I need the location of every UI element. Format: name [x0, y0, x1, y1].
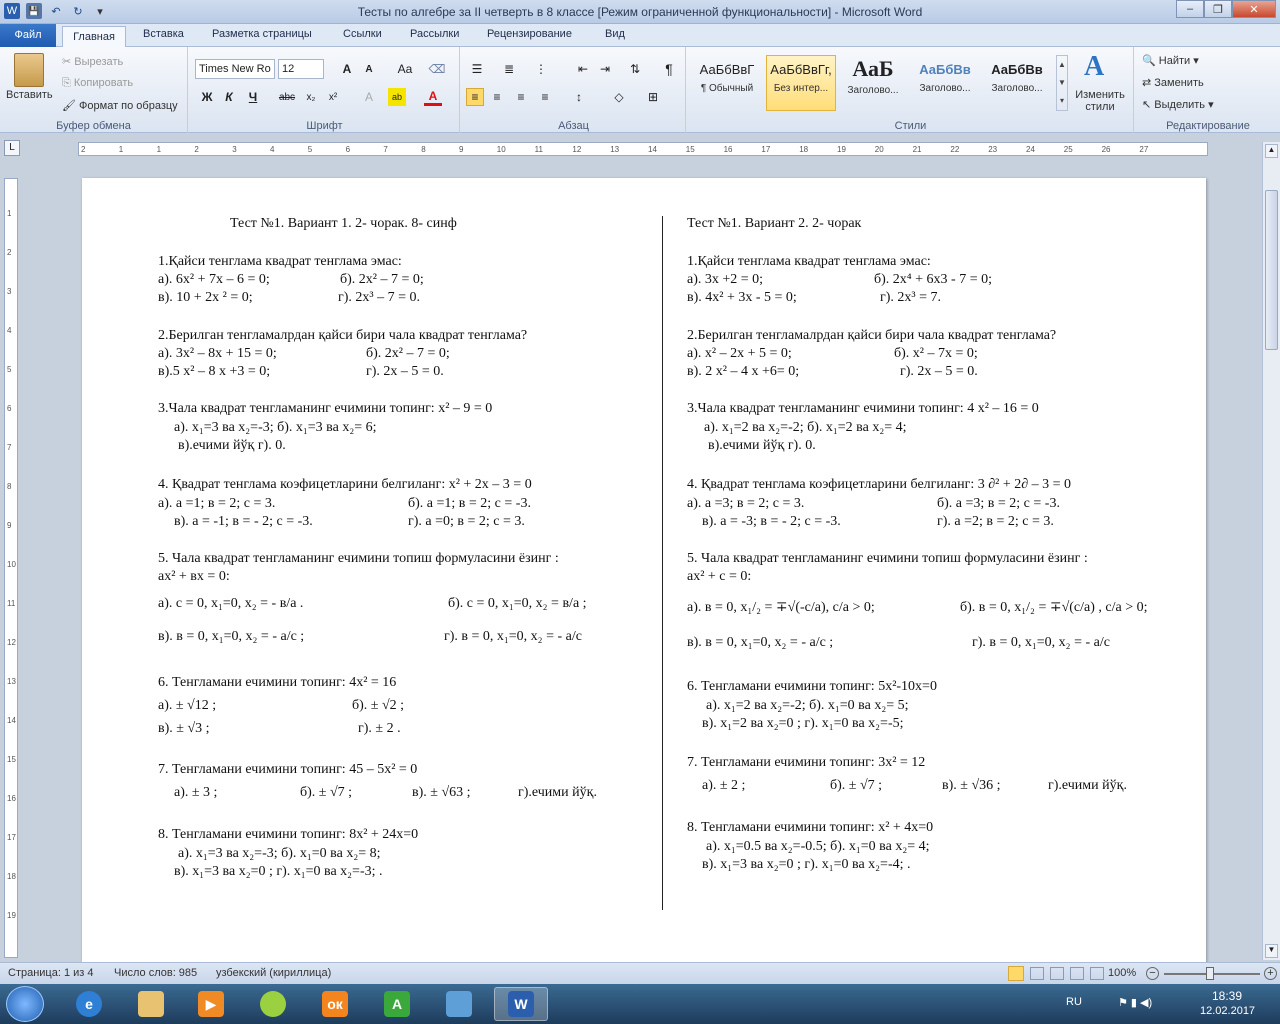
clipboard-group: Вставить ✂ Вырезать ⎘ Копировать 🖌 Формат по образцу Буфер обмена — [0, 47, 188, 133]
align-center-icon[interactable]: ≡ — [493, 90, 501, 104]
clear-format-icon[interactable]: ⌫ — [428, 62, 446, 76]
style-name: Заголово... — [847, 85, 899, 96]
v1-q7: 7. Тенгламани ечимини топинг: 45 – 5x² = 0 — [158, 762, 418, 777]
v1-q7-c: в). ± √63 ; — [412, 785, 471, 800]
word-icon: W — [508, 991, 534, 1017]
v1-q1-d: г). 2x³ – 7 = 0. — [338, 290, 420, 305]
bullets-icon[interactable]: ☰ — [471, 62, 483, 76]
ruler-tick: 2 — [7, 248, 12, 257]
ruler-tick: 24 — [1026, 145, 1035, 154]
font-size-field[interactable]: 12 — [278, 59, 324, 79]
taskbar-app-explorer[interactable] — [124, 987, 178, 1021]
taskbar — [0, 984, 1280, 1024]
v1-q2-b: б). 2x² – 7 = 0; — [366, 346, 450, 361]
access-icon: A — [384, 991, 410, 1017]
styles-group — [688, 47, 1134, 133]
ie-icon: e — [76, 991, 102, 1017]
v1-q4-a: а). а =1; в = 2; с = 3. — [158, 496, 276, 511]
change-styles-icon[interactable]: A — [1084, 51, 1105, 82]
ruler-tick: 14 — [648, 145, 657, 154]
v2-q2-a: а). x² – 2x + 5 = 0; — [687, 346, 792, 361]
ruler-tick: 8 — [421, 145, 426, 154]
ribbon-tabs — [0, 24, 1280, 47]
multilevel-list-icon[interactable]: ⋮ — [535, 62, 547, 76]
cut-button[interactable]: Вырезать — [74, 56, 124, 68]
page-count[interactable]: Страница: 1 из 4 — [8, 967, 94, 979]
zoom-in-icon[interactable]: + — [1264, 967, 1277, 980]
v2-q4: 4. Қвадрат тенглама коэфицетларини белгиланг: 3 ∂² + 2∂ – 3 = 0 — [687, 477, 1072, 492]
ruler-tick: 17 — [7, 833, 16, 842]
v2-q1-d: г). 2x³ = 7. — [880, 290, 941, 305]
v2-q4-a: а). а =3; в = 2; с = 3. — [687, 496, 805, 511]
v1-q5-eq: ax² + вx = 0: — [158, 569, 230, 584]
superscript-button[interactable]: x² — [328, 91, 338, 103]
v1-q6-d: г). ± 2 . — [358, 721, 401, 736]
restore-button[interactable]: ❐ — [1204, 0, 1232, 18]
v1-q4: 4. Қвадрат тенглама коэфицетларини белгиланг: x² + 2x – 3 = 0 — [158, 477, 532, 492]
ruler-tick: 13 — [610, 145, 620, 154]
minimize-button[interactable]: – — [1176, 0, 1204, 18]
tray-icons[interactable]: ⚑ ▮ ◀) — [1118, 997, 1153, 1009]
v1-q8: 8. Тенгламани ечимини топинг: 8x² + 24x=0 — [158, 827, 419, 842]
input-language[interactable]: RU — [1066, 996, 1082, 1008]
taskbar-app-word[interactable] — [494, 987, 548, 1021]
ruler-tick: 1 — [156, 145, 162, 154]
status-bar — [0, 962, 1280, 984]
ruler-tick: 15 — [7, 755, 16, 764]
v2-q7-d: г).ечими йўқ. — [1048, 778, 1127, 793]
font-label: Шрифт — [306, 120, 343, 132]
highlight-icon[interactable]: ab — [388, 88, 406, 106]
folder-icon — [138, 991, 164, 1017]
v2-q2-c: в). 2 x² – 4 x +6= 0; — [687, 364, 800, 379]
ok-icon: ок — [322, 991, 348, 1017]
tab-home[interactable]: Главная — [62, 26, 126, 48]
font-color-icon[interactable]: A — [424, 88, 442, 106]
scroll-thumb[interactable] — [1265, 190, 1278, 350]
strikethrough-button[interactable]: abc — [278, 91, 296, 103]
ruler-tick: 13 — [7, 677, 16, 686]
font-name-field[interactable]: Times New Ro — [195, 59, 275, 79]
v2-q8-cd: в). x₁=3 ва x₂=0 ; г). x₁=0 ва x₂=-4; . — [702, 857, 911, 872]
bold-button[interactable]: Ж — [201, 90, 213, 104]
v1-q1: 1.Қайси тенглама квадрат тенглама эмас: — [158, 254, 402, 269]
ruler-tick: 18 — [7, 872, 16, 881]
style-preview: АаБ — [852, 56, 894, 81]
v1-q2-c: в).5 x² – 8 x +3 = 0; — [158, 364, 271, 379]
ruler-tick: 19 — [837, 145, 846, 154]
paste-button[interactable]: Вставить — [6, 89, 53, 101]
ruler-tick: 12 — [572, 145, 582, 154]
ruler-tick: 2 — [194, 145, 199, 154]
ruler-tick: 16 — [723, 145, 733, 154]
v1-q8-cd: в). x₁=3 ва x₂=0 ; г). x₁=0 ва x₂=-3; . — [174, 864, 383, 879]
style-name: Заголово... — [919, 83, 971, 94]
italic-button[interactable]: К — [225, 90, 233, 104]
text-effects-icon[interactable]: A — [364, 90, 373, 104]
style-preview: АаБбВвГг, — [770, 62, 832, 77]
v2-q6-ab: а). x₁=2 ва x₂=-2; б). x₁=0 ва x₂= 5; — [706, 698, 909, 713]
replace-button[interactable]: Заменить — [1154, 77, 1204, 89]
find-button[interactable]: Найти — [1158, 55, 1191, 67]
column-divider — [662, 216, 663, 910]
taskbar-app-ie[interactable] — [62, 987, 116, 1021]
v1-q4-b: б). а =1; в = 2; с = -3. — [408, 496, 531, 511]
v2-q3-ab: а). x₁=2 ва x₂=-2; б). x₁=2 ва x₂= 4; — [704, 420, 907, 435]
justify-icon[interactable]: ≡ — [541, 90, 549, 104]
ruler-tick: 4 — [270, 145, 275, 154]
v2-q1-b: б). 2x⁴ + 6x3 - 7 = 0; — [874, 272, 993, 287]
v2-q6-cd: в). x₁=2 ва x₂=0 ; г). x₁=0 ва x₂=-5; — [702, 716, 904, 731]
paragraph-group — [462, 47, 686, 133]
ruler-tick: 9 — [459, 145, 464, 154]
borders-icon[interactable]: ⊞ — [647, 90, 659, 104]
v1-q1-b: б). 2x² – 7 = 0; — [340, 272, 424, 287]
v2-q5-d: г). в = 0, x₁=0, x₂ = - а/с — [972, 635, 1110, 650]
language-indicator[interactable]: узбекский (кириллица) — [216, 967, 332, 979]
v2-q2-b: б). x² – 7x = 0; — [894, 346, 978, 361]
ruler-tick: 5 — [307, 145, 313, 154]
media-player-icon: ▶ — [198, 991, 224, 1017]
ruler-tick: 4 — [7, 326, 12, 335]
window-controls — [1176, 0, 1276, 18]
style-no-spacing[interactable] — [766, 55, 836, 111]
ruler-tick: 23 — [988, 145, 998, 154]
v1-q4-c: в). а = -1; в = - 2; с = -3. — [174, 514, 313, 529]
v1-q5-b: б). с = 0, x₁=0, x₂ = в/а ; — [448, 596, 587, 611]
v1-q3: 3.Чала квадрат тенгламанинг ечимини топинг: x² – 9 = 0 — [158, 401, 493, 416]
v2-q1: 1.Қайси тенглама квадрат тенглама эмас: — [687, 254, 931, 269]
variant1-header: Тест №1. Вариант 1. 2- чорак. 8- синф — [230, 216, 457, 231]
style-preview: АаБбВвГ — [699, 62, 755, 77]
clock-time[interactable]: 18:39 — [1212, 989, 1243, 1003]
ruler-area — [0, 134, 1280, 164]
vertical-ruler[interactable] — [4, 178, 18, 958]
horizontal-ruler[interactable] — [78, 142, 1208, 156]
line-spacing-icon[interactable]: ↕ — [576, 90, 582, 104]
v2-q5: 5. Чала квадрат тенгламанинг ечимини топиш формуласини ёзинг : — [687, 551, 1088, 566]
ruler-tick: 2 — [81, 145, 86, 154]
show-formatting-button[interactable]: ¶ — [665, 61, 673, 77]
grow-font-button[interactable]: A — [342, 62, 352, 76]
style-name: ¶ Обычный — [700, 83, 754, 94]
ruler-tick: 6 — [7, 404, 12, 413]
scroll-down-icon[interactable]: ▼ — [1265, 944, 1278, 958]
zoom-slider-thumb[interactable] — [1206, 967, 1214, 980]
ruler-tick: 3 — [232, 145, 237, 154]
v2-q7-b: б). ± √7 ; — [830, 778, 883, 793]
v2-q5-c: в). в = 0, x₁=0, x₂ = - а/с ; — [687, 635, 834, 650]
v2-q5-b: б). в = 0, x₁/₂ = ∓√(с/а) , с/а > 0; — [960, 600, 1148, 615]
shading-icon[interactable]: ◇ — [614, 90, 624, 104]
style-name: Заголово... — [991, 83, 1043, 94]
v1-q6-b: б). ± √2 ; — [352, 698, 405, 713]
v1-q2-d: г). 2x – 5 = 0. — [366, 364, 444, 379]
v2-q6: 6. Тенгламани ечимини топинг: 5x²-10x=0 — [687, 679, 937, 694]
ruler-tick: 10 — [7, 560, 16, 569]
v2-q3-cd: в).ечими йўқ г). 0. — [708, 438, 816, 453]
outline-icon[interactable] — [1070, 967, 1084, 980]
taskbar-app-odnoklassniki[interactable] — [308, 987, 362, 1021]
format-painter-button[interactable]: Формат по образцу — [79, 100, 178, 112]
v2-q5-a: а). в = 0, x₁/₂ = ∓√(-с/а), с/а > 0; — [687, 600, 875, 615]
tab-review[interactable]: Рецензирование — [487, 28, 572, 40]
variant2-header: Тест №1. Вариант 2. 2- чорак — [687, 216, 862, 231]
ruler-tick: 11 — [534, 145, 543, 154]
print-layout-icon[interactable] — [1008, 966, 1024, 981]
tab-page-layout[interactable]: Разметка страницы — [212, 28, 312, 40]
web-layout-icon[interactable] — [1050, 967, 1064, 980]
ruler-tick: 17 — [761, 145, 771, 154]
tab-mailings[interactable]: Рассылки — [410, 28, 460, 40]
v1-q4-d: г). а =0; в = 2; с = 3. — [408, 514, 525, 529]
ruler-tick: 7 — [383, 145, 388, 154]
v2-q2-d: г). 2x – 5 = 0. — [900, 364, 978, 379]
taskbar-app-browser[interactable] — [246, 987, 300, 1021]
draft-icon[interactable] — [1090, 967, 1104, 980]
v1-q3-cd: в).ечими йўқ г). 0. — [178, 438, 286, 453]
style-heading-3[interactable] — [982, 55, 1052, 111]
photo-icon — [446, 991, 472, 1017]
ruler-tick: 15 — [685, 145, 695, 154]
ruler-tick: 26 — [1101, 145, 1111, 154]
v1-q5-a: а). с = 0, x₁=0, x₂ = - в/а . — [158, 596, 304, 611]
ruler-tick: 11 — [7, 599, 16, 608]
increase-indent-icon[interactable]: ⇥ — [599, 62, 611, 76]
v1-q3-ab: а). x₁=3 ва x₂=-3; б). x₁=3 ва x₂= 6; — [174, 420, 377, 435]
ruler-tick: 1 — [7, 209, 12, 218]
ruler-tick: 16 — [7, 794, 16, 803]
ruler-tick: 14 — [7, 716, 16, 725]
v1-q5: 5. Чала квадрат тенгламанинг ечимини топиш формуласини ёзинг : — [158, 551, 559, 566]
start-button[interactable] — [6, 986, 44, 1022]
v1-q2-a: а). 3x² – 8x + 15 = 0; — [158, 346, 277, 361]
v2-q5-eq: ax² + с = 0: — [687, 569, 752, 584]
browser-icon — [260, 991, 286, 1017]
tab-file[interactable]: Файл — [0, 24, 56, 47]
subscript-button[interactable]: x₂ — [306, 91, 316, 103]
ruler-tick: 5 — [7, 365, 12, 374]
style-preview: АаБбВв — [991, 62, 1043, 77]
taskbar-app-gallery[interactable] — [432, 987, 486, 1021]
full-screen-icon[interactable] — [1030, 967, 1044, 980]
clipboard-label: Буфер обмена — [56, 120, 131, 132]
tab-selector[interactable]: L — [4, 140, 20, 156]
ruler-tick: 7 — [7, 443, 12, 452]
ruler-tick: 8 — [7, 482, 12, 491]
tab-references[interactable]: Ссылки — [343, 28, 382, 40]
ruler-tick: 6 — [345, 145, 351, 154]
numbering-icon[interactable]: ≣ — [503, 62, 515, 76]
ruler-tick: 10 — [496, 145, 506, 154]
style-name: Без интер... — [773, 83, 829, 94]
clock-date[interactable]: 12.02.2017 — [1200, 1005, 1256, 1017]
ruler-tick: 20 — [874, 145, 884, 154]
underline-button[interactable]: Ч — [248, 90, 258, 104]
v2-q7-c: в). ± √36 ; — [942, 778, 1001, 793]
style-heading-1[interactable] — [838, 55, 908, 111]
v1-q5-c: в). в = 0, x₁=0, x₂ = - а/с ; — [158, 629, 305, 644]
document-page[interactable] — [82, 178, 1206, 978]
word-app-icon[interactable]: W — [4, 3, 20, 19]
v1-q7-d: г).ечими йўқ. — [518, 785, 597, 800]
change-styles-button[interactable]: Изменить стили — [1075, 89, 1125, 113]
v1-q5-d: г). в = 0, x₁=0, x₂ = - а/с — [444, 629, 582, 644]
v1-q6-a: а). ± √12 ; — [158, 698, 217, 713]
v2-q7: 7. Тенгламани ечимини топинг: 3x² = 12 — [687, 755, 926, 770]
select-button[interactable]: Выделить — [1154, 99, 1206, 111]
change-case-button[interactable]: Aa — [397, 62, 413, 76]
shrink-font-button[interactable]: A — [365, 63, 373, 75]
v1-q1-c: в). 10 + 2x ² = 0; — [158, 290, 253, 305]
ruler-tick: 1 — [118, 145, 124, 154]
style-normal[interactable] — [692, 55, 762, 111]
ruler-tick: 9 — [7, 521, 12, 530]
customize-qat-icon[interactable]: ▾ — [97, 5, 103, 18]
v2-q1-c: в). 4x² + 3x - 5 = 0; — [687, 290, 797, 305]
ruler-tick: 3 — [7, 287, 12, 296]
v1-q7-b: б). ± √7 ; — [300, 785, 353, 800]
save-icon[interactable]: 💾 — [26, 3, 42, 19]
ribbon — [0, 47, 1280, 133]
v1-q1-a: а). 6x² + 7x – 6 = 0; — [158, 272, 270, 287]
zoom-level[interactable]: 100% — [1108, 967, 1137, 979]
style-heading-2[interactable] — [910, 55, 980, 111]
v2-q3: 3.Чала квадрат тенгламанинг ечимини топинг: 4 x² – 16 = 0 — [687, 401, 1039, 416]
align-right-icon[interactable]: ≡ — [517, 90, 525, 104]
scroll-up-icon[interactable]: ▲ — [1265, 144, 1278, 158]
word-count[interactable]: Число слов: 985 — [114, 967, 198, 979]
ruler-tick: 22 — [950, 145, 960, 154]
style-preview: АаБбВв — [919, 62, 971, 77]
v2-q4-c: в). а = -3; в = - 2; с = -3. — [702, 514, 841, 529]
close-button[interactable]: ✕ — [1232, 0, 1276, 18]
v2-q2: 2.Берилган тенгламалрдан қайси бири чала квадрат тенглама? — [687, 328, 1057, 343]
ruler-tick: 21 — [912, 145, 922, 154]
tab-view[interactable]: Вид — [605, 28, 625, 40]
v2-q4-b: б). а =3; в = 2; с = -3. — [937, 496, 1060, 511]
v2-q4-d: г). а =2; в = 2; с = 3. — [937, 514, 1054, 529]
decrease-indent-icon[interactable]: ⇤ — [577, 62, 589, 76]
zoom-out-icon[interactable]: − — [1146, 967, 1159, 980]
ruler-tick: 25 — [1063, 145, 1073, 154]
v2-q1-a: а). 3x +2 = 0; — [687, 272, 764, 287]
vertical-scrollbar[interactable] — [1262, 142, 1280, 960]
editing-label: Редактирование — [1166, 120, 1250, 132]
paste-icon[interactable] — [14, 53, 44, 87]
v2-q8: 8. Тенгламани ечимини топинг: x² + 4x=0 — [687, 820, 934, 835]
taskbar-app-access[interactable] — [370, 987, 424, 1021]
ruler-tick: 27 — [1139, 145, 1149, 154]
title-bar — [0, 0, 1280, 24]
sort-icon[interactable]: ⇅ — [629, 62, 641, 76]
tab-insert[interactable]: Вставка — [143, 28, 184, 40]
v1-q6-c: в). ± √3 ; — [158, 721, 210, 736]
taskbar-app-media[interactable] — [184, 987, 238, 1021]
redo-icon[interactable]: ↻ — [73, 5, 83, 18]
styles-label: Стили — [894, 120, 927, 132]
v2-q8-ab: а). x₁=0.5 ва x₂=-0.5; б). x₁=0 ва x₂= 4; — [706, 839, 930, 854]
v1-q8-ab: а). x₁=3 ва x₂=-3; б). x₁=0 ва x₂= 8; — [178, 846, 381, 861]
editing-group: 🔍 Найти ▾ ⇄ Заменить ↖ Выделить ▾ Редактирование — [1136, 47, 1280, 133]
ruler-tick: 12 — [7, 638, 16, 647]
v1-q7-a: а). ± 3 ; — [174, 785, 218, 800]
v1-q6: 6. Тенгламани ечимини топинг: 4x² = 16 — [158, 675, 397, 690]
window-title: Тесты по алгебре за II четверть в 8 классе [Режим ограниченной функциональности] - Microsoft Word — [357, 5, 923, 19]
align-left-icon[interactable]: ≡ — [466, 88, 484, 106]
ruler-tick: 18 — [799, 145, 809, 154]
copy-button[interactable]: Копировать — [73, 77, 134, 89]
v1-q2: 2.Берилган тенгламалрдан қайси бири чала квадрат тенглама? — [158, 328, 528, 343]
v2-q7-a: а). ± 2 ; — [702, 778, 746, 793]
font-group — [190, 47, 460, 133]
styles-scroll[interactable]: ▲ ▼ ▾ — [1056, 55, 1068, 111]
paragraph-label: Абзац — [558, 120, 589, 132]
undo-icon[interactable]: ↶ — [51, 5, 61, 18]
ruler-tick: 19 — [7, 911, 16, 920]
